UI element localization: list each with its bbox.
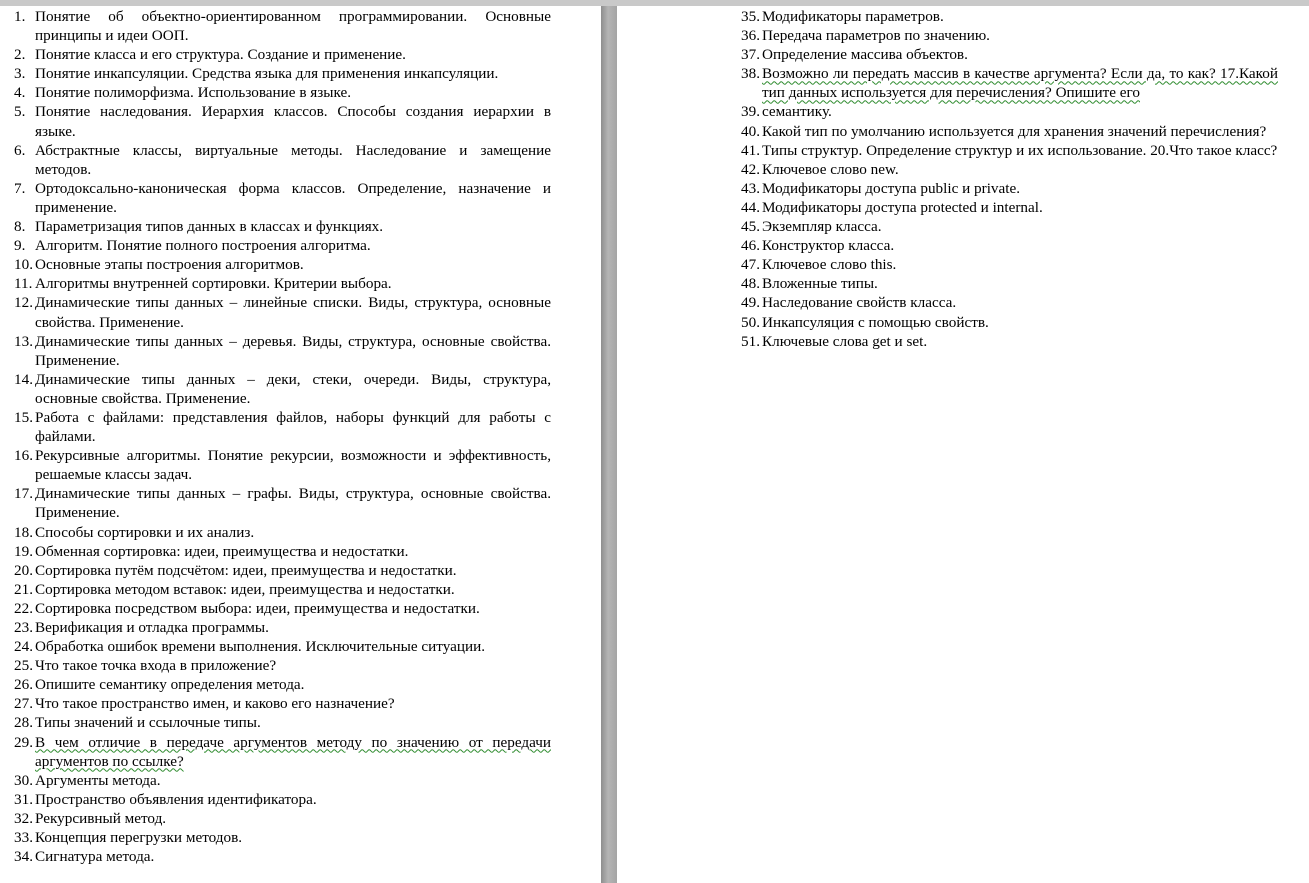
question-text: Понятие об объектно-ориентированном программировании. Основные принципы и идеи ООП. <box>35 8 551 45</box>
question-number: 25. <box>14 657 33 675</box>
page-gutter <box>601 6 617 883</box>
question-number: 19. <box>14 542 33 560</box>
question-text: Рекурсивный метод. <box>35 809 167 827</box>
question-item <box>14 45 551 64</box>
question-item <box>14 828 551 847</box>
question-item <box>14 542 551 561</box>
question-item <box>14 446 551 484</box>
question-number: 18. <box>14 523 33 541</box>
question-text: Инкапсуляция с помощью свойств. <box>762 313 989 331</box>
question-number: 41. <box>741 141 760 159</box>
question-item <box>14 179 551 217</box>
question-text: Модификаторы доступа public и private. <box>762 179 1021 197</box>
question-text: Способы сортировки и их анализ. <box>35 523 255 541</box>
question-number: 30. <box>14 771 33 789</box>
question-text: Ортодоксально-каноническая форма классов. Определение, назначение и применение. <box>35 179 551 216</box>
question-item <box>741 64 1278 102</box>
question-text: Абстрактные классы, виртуальные методы. Наследование и замещение методов. <box>35 141 551 178</box>
question-text: Вложенные типы. <box>762 275 878 293</box>
question-number: 23. <box>14 619 33 636</box>
question-item <box>741 160 1278 179</box>
question-number: 11. <box>14 275 33 293</box>
question-number: 44. <box>741 198 760 216</box>
question-item <box>14 217 551 236</box>
question-text: Сортировка путём подсчётом: идеи, преимущества и недостатки. <box>35 561 457 579</box>
question-item <box>14 332 551 370</box>
question-number: 6. <box>14 141 26 159</box>
question-text: Ключевые слова get и set. <box>762 332 928 350</box>
question-text: Понятие полиморфизма. Использование в языке. <box>35 84 352 102</box>
question-text: Алгоритм. Понятие полного построения алгоритма. <box>35 237 371 255</box>
question-number: 5. <box>14 103 26 121</box>
question-number: 49. <box>741 294 760 312</box>
question-number: 45. <box>741 218 760 236</box>
question-number: 47. <box>741 256 760 274</box>
question-text: Обработка ошибок времени выполнения. Исключительные ситуации. <box>35 638 486 656</box>
question-text: Опишите семантику определения метода. <box>35 676 305 694</box>
question-item <box>14 809 551 828</box>
question-item <box>14 790 551 809</box>
question-item <box>741 7 1278 26</box>
question-text: Динамические типы данных – графы. Виды, структура, основные свойства. Применение. <box>35 485 551 522</box>
question-text: Пространство объявления идентификатора. <box>35 790 317 808</box>
document-page-left[interactable] <box>0 6 601 883</box>
question-item <box>14 694 551 713</box>
question-item <box>741 293 1278 312</box>
question-text: Модификаторы параметров. <box>762 8 944 25</box>
question-number: 48. <box>741 275 760 293</box>
question-text: Параметризация типов данных в классах и функциях. <box>35 218 384 236</box>
question-text: Наследование свойств класса. <box>762 294 957 312</box>
question-number: 9. <box>14 237 26 255</box>
question-text: Конструктор класса. <box>762 237 895 255</box>
question-text: Рекурсивные алгоритмы. Понятие рекурсии, возможности и эффективность, решаемые классы задач. <box>35 447 551 484</box>
question-item <box>741 102 1278 121</box>
question-number: 40. <box>741 122 760 140</box>
question-item <box>14 484 551 522</box>
question-text: Понятие наследования. Иерархия классов. Способы создания иерархии в языке. <box>35 103 551 140</box>
question-text: Верификация и отладка программы. <box>35 619 269 636</box>
question-item <box>14 637 551 656</box>
question-text: Сигнатура метода. <box>35 848 155 866</box>
question-item <box>14 255 551 274</box>
question-text: Динамические типы данных – деревья. Виды, структура, основные свойства. Применение. <box>35 332 551 369</box>
question-item <box>741 122 1278 141</box>
question-item <box>14 713 551 732</box>
question-number: 35. <box>741 8 760 25</box>
document-page-right[interactable] <box>617 6 1309 883</box>
question-item <box>14 274 551 293</box>
question-item <box>14 733 551 771</box>
question-text: Основные этапы построения алгоритмов. <box>35 256 304 274</box>
question-item <box>14 618 551 637</box>
question-item <box>14 102 551 140</box>
question-item <box>14 408 551 446</box>
question-list-left <box>14 7 551 866</box>
question-text: В чем отличие в передаче аргументов методу по значению от передачи аргументов по ссылке? <box>35 733 551 770</box>
question-number: 28. <box>14 714 33 732</box>
question-text: Ключевое слово new. <box>762 160 899 178</box>
question-text: Работа с файлами: представления файлов, наборы функций для работы с файлами. <box>35 408 551 446</box>
question-number: 15. <box>14 408 33 426</box>
question-item <box>14 293 551 331</box>
question-item <box>14 561 551 580</box>
question-number: 46. <box>741 237 760 255</box>
question-item <box>741 217 1278 236</box>
question-number: 12. <box>14 294 33 312</box>
question-text: Определение массива объектов. <box>762 46 968 64</box>
question-text: Что такое точка входа в приложение? <box>35 657 277 675</box>
question-number: 26. <box>14 676 33 694</box>
question-number: 13. <box>14 332 33 350</box>
question-number: 50. <box>741 313 760 331</box>
question-text: Аргументы метода. <box>35 771 161 789</box>
question-text: Что такое пространство имен, и каково его назначение? <box>35 695 395 713</box>
question-number: 2. <box>14 46 26 64</box>
question-text: Ключевое слово this. <box>762 256 897 274</box>
question-number: 51. <box>741 332 760 350</box>
question-item <box>14 7 551 45</box>
question-item <box>14 771 551 790</box>
question-number: 1. <box>14 8 26 25</box>
question-text: Обменная сортировка: идеи, преимущества и недостатки. <box>35 542 409 560</box>
question-text: Понятие класса и его структура. Создание и применение. <box>35 46 406 64</box>
question-item <box>741 274 1278 293</box>
question-number: 27. <box>14 695 33 713</box>
question-text: Сортировка методом вставок: идеи, преимущества и недостатки. <box>35 580 455 598</box>
question-item <box>741 45 1278 64</box>
question-item <box>14 599 551 618</box>
question-number: 33. <box>14 829 33 847</box>
question-number: 7. <box>14 179 26 197</box>
question-item <box>741 255 1278 274</box>
question-text: Понятие инкапсуляции. Средства языка для применения инкапсуляции. <box>35 65 499 83</box>
question-number: 43. <box>741 179 760 197</box>
question-text: Модификаторы доступа protected и internal. <box>762 198 1043 216</box>
question-number: 4. <box>14 84 26 102</box>
question-item <box>14 523 551 542</box>
question-item <box>741 313 1278 332</box>
question-item <box>741 179 1278 198</box>
question-number: 22. <box>14 599 33 617</box>
question-text: Какой тип по умолчанию используется для хранения значений перечисления? <box>762 122 1267 140</box>
question-item <box>14 141 551 179</box>
question-item <box>741 26 1278 45</box>
question-number: 10. <box>14 256 33 274</box>
question-item <box>14 675 551 694</box>
question-number: 24. <box>14 638 33 656</box>
question-text: Концепция перегрузки методов. <box>35 829 243 847</box>
question-number: 3. <box>14 65 26 83</box>
question-item <box>741 141 1278 160</box>
question-text: Экземпляр класса. <box>762 218 882 236</box>
question-item <box>14 83 551 102</box>
question-number: 42. <box>741 160 760 178</box>
question-text: Сортировка посредством выбора: идеи, преимущества и недостатки. <box>35 599 480 617</box>
question-text: Динамические типы данных – деки, стеки, очереди. Виды, структура, основные свойства. Применение. <box>35 370 551 407</box>
question-item <box>14 236 551 255</box>
question-text: Типы значений и ссылочные типы. <box>35 714 261 732</box>
question-number: 36. <box>741 27 760 45</box>
question-item <box>14 580 551 599</box>
question-number: 29. <box>14 733 33 751</box>
question-number: 8. <box>14 218 26 236</box>
question-number: 37. <box>741 46 760 64</box>
question-text: семантику. <box>762 103 832 121</box>
question-number: 16. <box>14 447 33 465</box>
question-text: Передача параметров по значению. <box>762 27 990 45</box>
question-item <box>14 656 551 675</box>
question-text: Динамические типы данных – линейные списки. Виды, структура, основные свойства. Применение. <box>35 294 551 331</box>
question-item <box>741 198 1278 217</box>
question-item <box>14 847 551 866</box>
question-text: Возможно ли передать массив в качестве аргумента? Если да, то как? 17.Какой тип данных используется для перечисления? Опишите его <box>762 65 1278 102</box>
question-number: 31. <box>14 790 33 808</box>
question-text: Типы структур. Определение структур и их использование. 20.Что такое класс? <box>762 141 1278 159</box>
question-text: Алгоритмы внутренней сортировки. Критерии выбора. <box>35 275 392 293</box>
question-item <box>14 370 551 408</box>
question-item <box>741 332 1278 351</box>
question-number: 34. <box>14 848 33 866</box>
question-item <box>741 236 1278 255</box>
question-number: 39. <box>741 103 760 121</box>
question-item <box>14 64 551 83</box>
question-number: 38. <box>741 65 760 83</box>
question-number: 32. <box>14 809 33 827</box>
question-number: 20. <box>14 561 33 579</box>
question-number: 17. <box>14 485 33 503</box>
question-list-right <box>741 7 1278 351</box>
question-number: 14. <box>14 370 33 388</box>
question-number: 21. <box>14 580 33 598</box>
